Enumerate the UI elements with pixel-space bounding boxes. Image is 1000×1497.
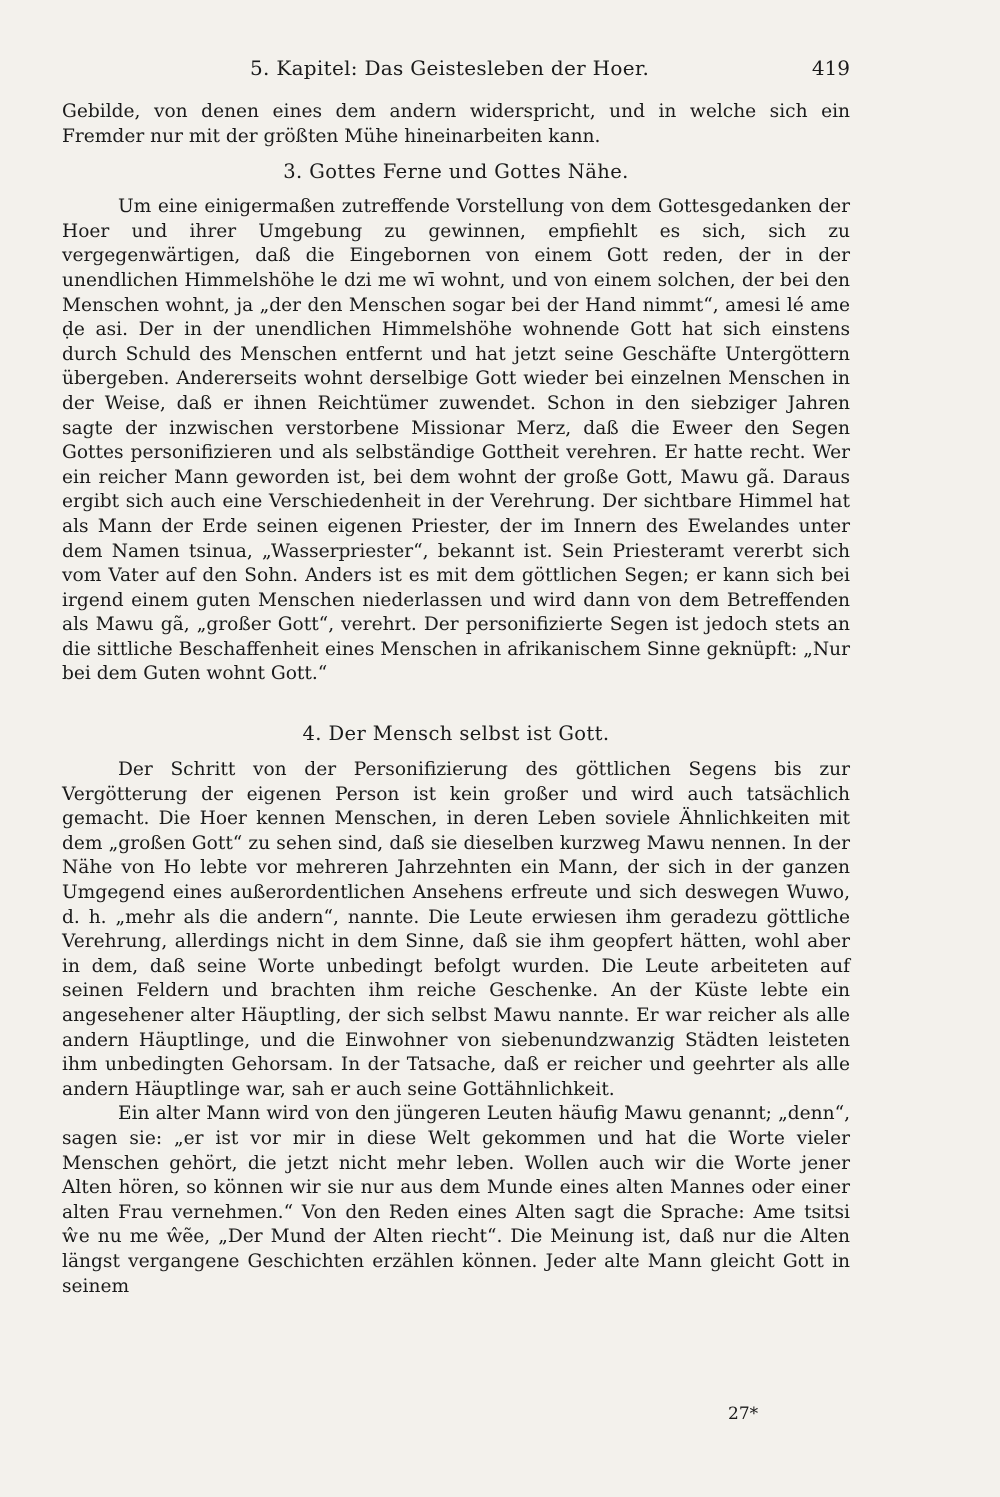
- page-body: [62, 100, 850, 1299]
- section-4-heading: 4. Der Mensch selbst ist Gott.: [302, 722, 610, 746]
- intro-paragraph: Gebilde, von denen eines dem andern widerspricht, und in welche sich ein Fremder nur mit der größten Mühe hineinarbeiten kann.: [62, 101, 850, 147]
- page-number: 419: [811, 56, 850, 80]
- section-3-heading: 3. Gottes Ferne und Gottes Nähe.: [283, 160, 629, 184]
- section-4-paragraph-2: Ein alter Mann wird von den jüngeren Leuten häufig Mawu genannt; „denn“, sagen sie: „er ist vor mir in diese Welt gekommen und hat die Worte vieler Menschen gehört, die jetzt nicht mehr leben. Wollen auch wir die Worte jener Alten hören, so können wir sie nur aus dem Munde eines alten Mannes oder einer alten Frau vernehmen.“ Von den Reden eines Alten sagt die Sprache: Ame tsitsi ŵe nu me ŵẽe, „Der Mund der Alten riecht“. Die Meinung ist, daß nur die Alten längst vergangene Geschichten erzählen können. Jeder alte Mann gleicht Gott in seinem: [62, 1103, 850, 1297]
- running-header: [62, 48, 850, 88]
- section-3-paragraph: Um eine einigermaßen zutreffende Vorstellung von dem Gottesgedanken der Hoer und ihrer Umgebung zu gewinnen, empfiehlt es sich, sich zu vergegenwärtigen, daß die Eingebornen von einem Gott reden, der in der unendlichen Himmelshöhe le dzi me wī wohnt, und von einem solchen, der bei den Menschen wohnt, ja „der den Menschen sogar bei der Hand nimmt“, amesi lé ame ḍe asi. Der in der unendlichen Himmelshöhe wohnende Gott hat sich einstens durch Schuld des Menschen entfernt und hat jetzt seine Geschäfte Untergöttern übergeben. Andererseits wohnt derselbige Gott wieder bei einzelnen Menschen in der Weise, daß er ihnen Reichtümer zuwendet. Schon in den siebziger Jahren sagte der inzwischen verstorbene Missionar Merz, daß die Eweer den Segen Gottes personifizieren und als selbständige Gottheit verehren. Er hatte recht. Wer ein reicher Mann geworden ist, bei dem wohnt der große Gott, Mawu gã. Daraus ergibt sich auch eine Verschiedenheit in der Verehrung. Der sichtbare Himmel hat als Mann der Erde seinen eigenen Priester, der im Innern des Ewelandes unter dem Namen tsinua, „Wasserpriester“, bekannt ist. Sein Priesteramt vererbt sich vom Vater auf den Sohn. Anders ist es mit dem göttlichen Segen; er kann sich bei irgend einem guten Menschen niederlassen und wird dann von dem Betreffenden als Mawu gã, „großer Gott“, verehrt. Der personifizierte Segen ist jedoch stets an die sittliche Beschaffenheit eines Menschen in afrikanischem Sinne geknüpft: „Nur bei dem Guten wohnt Gott.“: [62, 196, 850, 685]
- running-title: 5. Kapitel: Das Geistesleben der Hoer.: [250, 56, 650, 80]
- signature-mark: 27*: [728, 1404, 759, 1424]
- section-4-paragraph-1: Der Schritt von der Personifizierung des göttlichen Segens bis zur Vergötterung der eigenen Person ist kein großer und wird auch tatsächlich gemacht. Die Hoer kennen Menschen, in deren Leben soviele Ähnlichkeiten mit dem „großen Gott“ zu sehen sind, daß sie dieselben kurzweg Mawu nennen. In der Nähe von Ho lebte vor mehreren Jahrzehnten ein Mann, der sich in der ganzen Umgegend eines außerordentlichen Ansehens erfreute und sich deswegen Wuwo, d. h. „mehr als die andern“, nannte. Die Leute erwiesen ihm geradezu göttliche Verehrung, allerdings nicht in dem Sinne, daß sie ihm geopfert hätten, wohl aber in dem, daß seine Worte unbedingt befolgt wurden. Die Leute arbeiteten auf seinen Feldern und brachten ihm reiche Geschenke. An der Küste lebte ein angesehener alter Häuptling, der sich selbst Mawu nannte. Er war reicher als alle andern Häuptlinge, und die Einwohner von siebenundzwanzig Städten leisteten ihm unbedingten Gehorsam. In der Tatsache, daß er reicher und geehrter als alle andern Häuptlinge war, sah er auch seine Gottähnlichkeit.: [62, 759, 850, 1100]
